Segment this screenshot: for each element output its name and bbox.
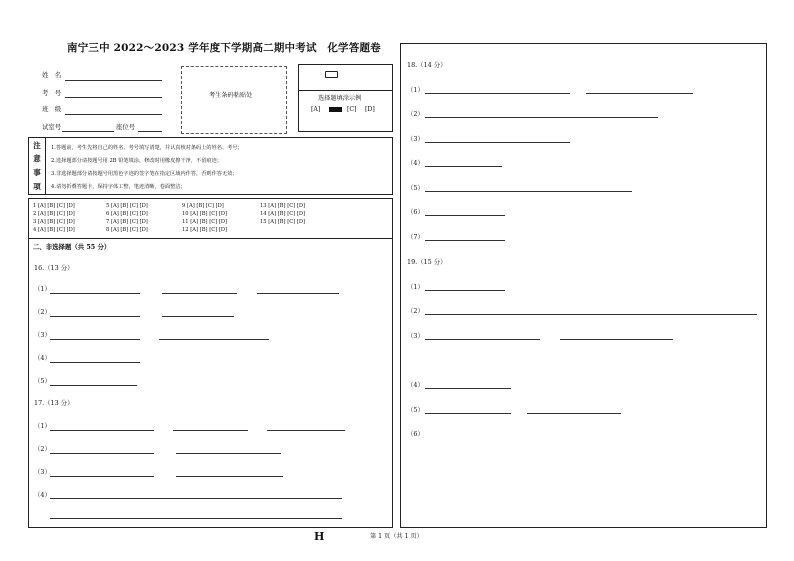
mc-item[interactable]: 5 [A] [B] [C] [D] [106, 203, 148, 209]
q18-part-2-line[interactable] [425, 117, 658, 118]
notice-item-3: 3.非选择题部分请按题号用黑色字迹的签字笔在指定区域内作答，否则作答无效； [51, 171, 238, 177]
mc-item[interactable]: 10 [A] [B] [C] [D] [182, 211, 228, 217]
q16-part-1-line-a[interactable] [50, 293, 140, 294]
q17-part-2-line-a[interactable] [50, 453, 154, 454]
q17-part-4-line-a[interactable] [50, 498, 342, 499]
q16-part-2-line-b[interactable] [162, 316, 234, 317]
q17-part-2-label: （2） [34, 445, 51, 453]
exam-no-label: 考 号 [42, 89, 62, 97]
q17-part-1-line-a[interactable] [50, 430, 154, 431]
mc-item[interactable]: 8 [A] [B] [C] [D] [106, 227, 148, 233]
q19-part-5-label: （5） [407, 406, 424, 414]
q17-title: 17.（13 分） [34, 399, 74, 407]
fill-example-divider [299, 90, 392, 91]
q19-part-5-line-a[interactable] [425, 413, 511, 414]
q19-part-3-label: （3） [407, 332, 424, 340]
mc-item[interactable]: 9 [A] [B] [C] [D] [182, 203, 224, 209]
q19-part-2-label: （2） [407, 307, 424, 315]
page-title: 南宁三中 2022～2023 学年度下学期高二期中考试 化学答题卷 [67, 42, 381, 54]
mc-item[interactable]: 14 [A] [B] [C] [D] [260, 211, 306, 217]
q19-part-1-label: （1） [407, 283, 424, 291]
q18-part-4-label: （4） [407, 159, 424, 167]
q18-part-6-line[interactable] [425, 215, 505, 216]
q16-part-2-label: （2） [34, 308, 51, 316]
notice-item-1: 1.答题前，考生先将自己的姓名、考号填写清楚，并认真核对条码上的姓名、考号； [51, 145, 243, 151]
q19-part-5-line-b[interactable] [527, 413, 621, 414]
mc-item[interactable]: 6 [A] [B] [C] [D] [106, 211, 148, 217]
notice-box [28, 137, 393, 195]
filled-option-b [329, 107, 342, 112]
q18-part-1-label: （1） [407, 86, 424, 94]
q16-part-3-line-b[interactable] [159, 339, 269, 340]
q16-part-2-line-a[interactable] [50, 316, 140, 317]
q19-part-3-line-b[interactable] [560, 339, 673, 340]
q18-part-6-label: （6） [407, 208, 424, 216]
q18-part-1-line-b[interactable] [586, 93, 693, 94]
q18-part-3-line[interactable] [425, 142, 570, 143]
q16-part-5-label: （5） [34, 377, 51, 385]
q19-part-1-line[interactable] [425, 290, 505, 291]
fill-example-option-a: [A] [311, 106, 321, 113]
exam-no-field[interactable] [65, 97, 162, 98]
mc-item[interactable]: 13 [A] [B] [C] [D] [260, 203, 306, 209]
q19-part-6-label: （6） [407, 430, 424, 438]
mc-box [28, 198, 393, 239]
mc-item[interactable]: 3 [A] [B] [C] [D] [33, 219, 75, 225]
q17-part-1-line-c[interactable] [267, 430, 345, 431]
fill-example-title: 选择题填涂示例 [318, 95, 362, 102]
notice-item-2: 2.选择题部分请按题号用 2B 铅笔填涂，修改时用橡皮擦干净，不留痕迹； [51, 158, 222, 164]
q18-title: 18.（14 分） [407, 61, 447, 69]
mc-item[interactable]: 7 [A] [B] [C] [D] [106, 219, 148, 225]
mc-item[interactable]: 2 [A] [B] [C] [D] [33, 211, 75, 217]
class-field[interactable] [65, 114, 162, 115]
fill-example-option-c: [C] [347, 106, 357, 113]
q18-part-4-line[interactable] [425, 166, 502, 167]
q18-part-5-line[interactable] [425, 191, 632, 192]
q19-part-4-line[interactable] [425, 388, 511, 389]
barcode-label: 考生条码粘贴处 [209, 92, 253, 99]
page-number: 第 1 页（共 1 页） [370, 533, 423, 540]
room-label: 试室号 [42, 123, 62, 131]
mc-item[interactable]: 15 [A] [B] [C] [D] [260, 219, 306, 225]
q17-part-1-label: （1） [34, 422, 51, 430]
notice-heading-4: 项 [33, 182, 41, 191]
q17-part-1-line-b[interactable] [173, 430, 248, 431]
q16-part-1-line-b[interactable] [162, 293, 237, 294]
q19-part-2-line[interactable] [425, 314, 757, 315]
notice-heading-1: 注 [33, 141, 41, 150]
q18-part-1-line-a[interactable] [425, 93, 570, 94]
q18-part-2-label: （2） [407, 110, 424, 118]
notice-heading-2: 意 [33, 154, 41, 163]
q18-part-7-line[interactable] [425, 240, 505, 241]
fill-example-option-d: [D] [365, 106, 375, 113]
notice-divider [45, 138, 46, 194]
q17-part-2-line-b[interactable] [176, 453, 281, 454]
q18-part-3-label: （3） [407, 135, 424, 143]
q16-part-3-line-a[interactable] [50, 339, 140, 340]
q17-part-3-label: （3） [34, 468, 51, 476]
paper-mark: H [314, 530, 325, 543]
q16-part-1-line-c[interactable] [257, 293, 339, 294]
notice-heading-3: 事 [33, 168, 41, 177]
q16-part-3-label: （3） [34, 331, 51, 339]
q18-part-5-label: （5） [407, 184, 424, 192]
room-field[interactable] [62, 131, 114, 132]
mc-item[interactable]: 12 [A] [B] [C] [D] [182, 227, 228, 233]
seat-label: 座位号 [116, 123, 136, 131]
q19-part-3-line-a[interactable] [425, 339, 540, 340]
q17-part-4-line-b[interactable] [50, 518, 342, 519]
mc-item[interactable]: 1 [A] [B] [C] [D] [33, 203, 75, 209]
q19-part-4-label: （4） [407, 381, 424, 389]
seat-field[interactable] [138, 131, 162, 132]
pencil-icon [325, 71, 338, 78]
q18-part-7-label: （7） [407, 233, 424, 241]
name-label: 姓 名 [42, 71, 62, 79]
q17-part-3-line-b[interactable] [176, 476, 283, 477]
fill-example-box [298, 64, 393, 132]
mc-item[interactable]: 4 [A] [B] [C] [D] [33, 227, 75, 233]
q16-part-1-label: （1） [34, 285, 51, 293]
q17-part-4-label: （4） [34, 491, 51, 499]
q16-part-4-label: （4） [34, 354, 51, 362]
section2-title: 二、非选择题（共 55 分） [33, 243, 111, 251]
answer-box-right [400, 43, 767, 528]
q16-part-4-line[interactable] [50, 362, 140, 363]
mc-item[interactable]: 11 [A] [B] [C] [D] [182, 219, 228, 225]
answer-box-left [28, 238, 393, 528]
q16-title: 16.（13 分） [34, 264, 74, 272]
class-label: 班 级 [42, 105, 62, 113]
barcode-area [181, 66, 287, 134]
name-field[interactable] [65, 80, 162, 81]
notice-item-4: 4.请勿折叠答题卡，保持字体工整，笔迹清晰，卷面整洁； [51, 184, 186, 190]
q17-part-3-line-a[interactable] [50, 476, 154, 477]
q19-title: 19.（15 分） [407, 258, 447, 266]
q16-part-5-line[interactable] [50, 385, 137, 386]
